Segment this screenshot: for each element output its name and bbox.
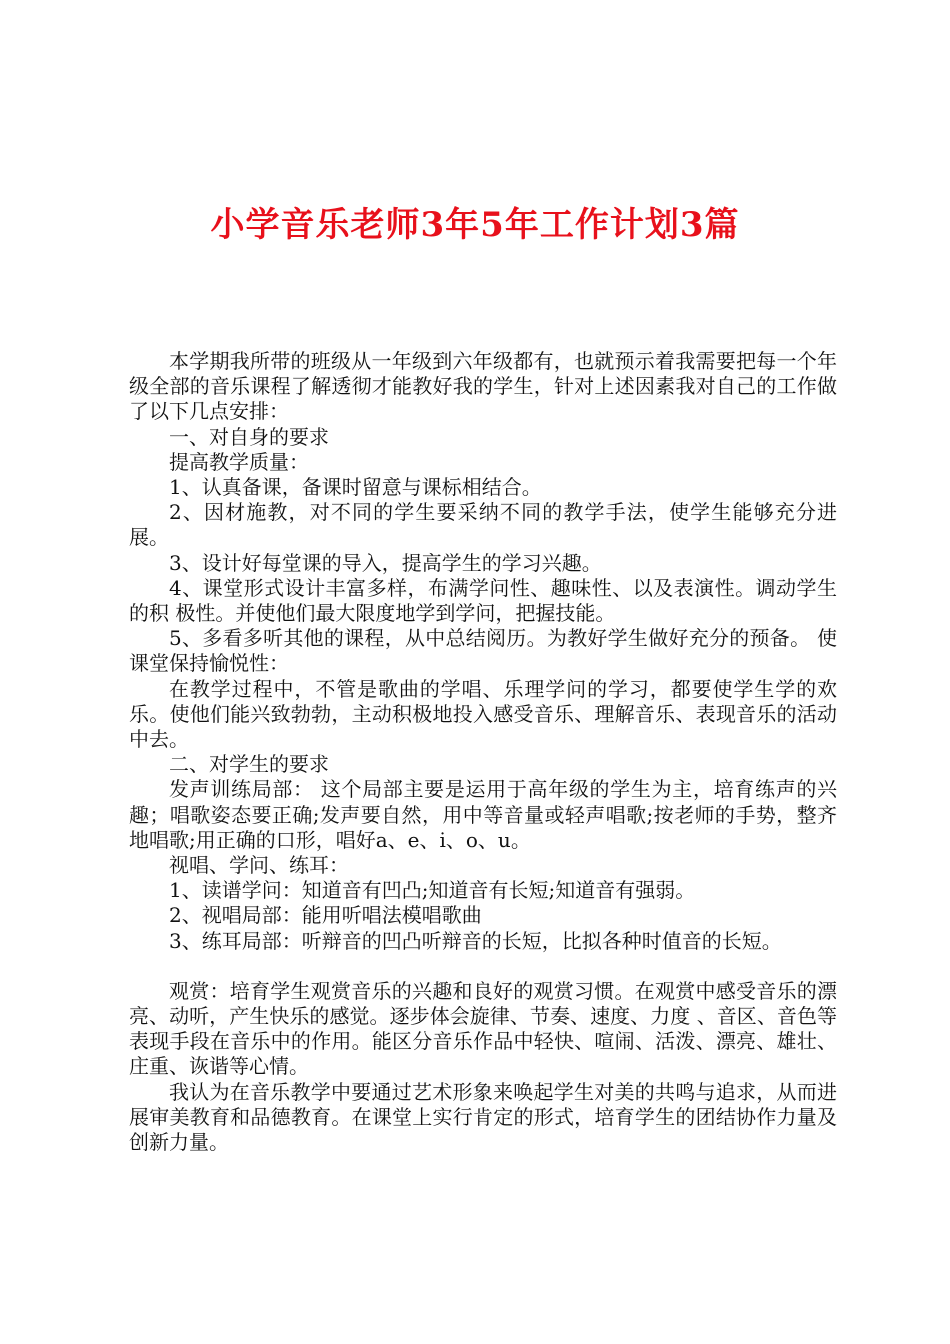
- list-item-5: 5、多看多听其他的课程，从中总结阅历。为教好学生做好充分的预备。 使课堂保持愉悦性：: [129, 626, 837, 676]
- list-item-ear-training: 3、练耳局部：听辩音的凹凸听辩音的长短，比拟各种时值音的长短。: [169, 928, 782, 953]
- paragraph-teaching-process: 在教学过程中，不管是歌曲的学唱、乐理学问的学习，都要使学生学的欢乐。使他们能兴致勃勃，主动积极地投入感受音乐、理解音乐、表现音乐的活动中去。: [129, 676, 837, 752]
- list-item-4: 4、课堂形式设计丰富多样，布满学问性、趣味性、以及表演性。调动学生的积 极性。并使他们最大限度地学到学问，把握技能。: [129, 575, 837, 626]
- paragraph-intro: 本学期我所带的班级从一年级到六年级都有，也就预示着我需要把每一个年级全部的音乐课程了解透彻才能教好我的学生，针对上述因素我对自己的工作做了以下几点安排：: [129, 349, 837, 424]
- list-item-sight-singing: 2、视唱局部：能用听唱法模唱歌曲: [169, 903, 482, 928]
- paragraph-conclusion: 我认为在音乐教学中要通过艺术形象来唤起学生对美的共鸣与追求，从而进展审美教育和品德教育。在课堂上实行肯定的形式，培育学生的团结协作力量及创新力量。: [129, 1079, 837, 1155]
- heading-self-requirements: 一、对自身的要求: [169, 424, 329, 449]
- paragraph-appreciation: 观赏：培育学生观赏音乐的兴趣和良好的观赏习惯。在观赏中感受音乐的漂亮、动听，产生快乐的感觉。逐步体会旋律、节奏、速度、力度 、音区、音色等表现手段在音乐中的作用。能区分音乐作品中轻快、喧闹、活泼、漂亮、雄壮、庄重、诙谐等心情。: [129, 978, 837, 1079]
- paragraph-vocal-training: 发声训练局部： 这个局部主要是运用于高年级的学生为主，培育练声的兴趣；唱歌姿态要正确;发声要自然，用中等音量或轻声唱歌;按老师的手势，整齐地唱歌;用正确的口形，唱好a、e、i、o、u。: [129, 777, 837, 852]
- document-body: [129, 349, 837, 1155]
- list-item-2: 2、因材施教，对不同的学生要采纳不同的教学手法，使学生能够充分进展。: [129, 500, 837, 550]
- subheading-sight-singing: 视唱、学问、练耳：: [169, 853, 349, 878]
- list-item-1: 1、认真备课，备课时留意与课标相结合。: [169, 475, 542, 500]
- document-title: 小学音乐老师3年5年工作计划3篇: [210, 205, 740, 245]
- list-item-reading-music: 1、读谱学问：知道音有凹凸;知道音有长短;知道音有强弱。: [169, 878, 696, 903]
- list-item-3: 3、设计好每堂课的导入，提高学生的学习兴趣。: [169, 550, 602, 575]
- heading-student-requirements: 二、对学生的要求: [169, 752, 329, 777]
- subheading-teaching-quality: 提高教学质量：: [169, 449, 309, 474]
